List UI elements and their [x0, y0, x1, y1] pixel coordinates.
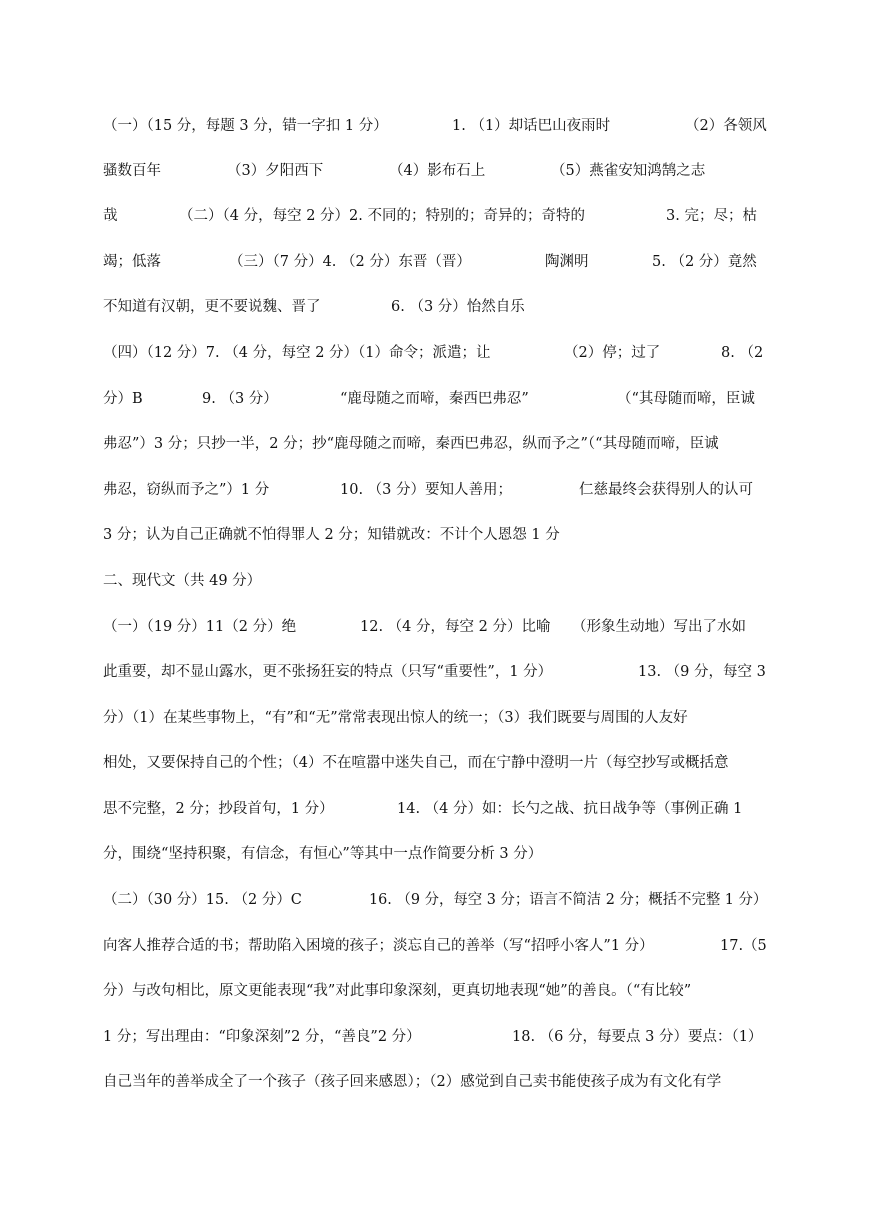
text-segment: 骚数百年 — [103, 163, 161, 179]
text-segment: 10. （3 分）要知人善用； — [340, 482, 513, 498]
text-segment: （2）停；过了 — [564, 345, 661, 361]
text-segment: 1. （1）却话巴山夜雨时 — [452, 118, 611, 134]
text-segment: 陶渊明 — [545, 254, 589, 270]
text-segment: 二、现代文（共 49 分） — [103, 573, 262, 589]
text-line — [103, 981, 767, 1001]
text-line — [103, 1072, 767, 1092]
text-segment: 16. （9 分，每空 3 分；语言不简洁 2 分；概括不完整 1 分） — [369, 892, 768, 908]
text-segment: 5. （2 分）竟然 — [652, 254, 757, 270]
text-line — [103, 343, 767, 363]
text-segment: 分）（1）在某些事物上，“有”和“无”常常表现出惊人的统一；（3）我们既要与周围的人友好 — [103, 710, 688, 726]
text-segment: 分，围绕“坚持积聚，有信念，有恒心”等其中一点作简要分析 3 分） — [103, 846, 543, 862]
text-segment: （形象生动地）写出了水如 — [572, 619, 746, 635]
text-line — [103, 480, 767, 500]
text-segment: 3. 完；尽；枯 — [666, 208, 757, 224]
text-segment: （3）夕阳西下 — [227, 163, 324, 179]
text-line — [103, 161, 767, 181]
text-line — [103, 890, 767, 910]
text-segment: 弗忍”）3 分；只抄一半，2 分；抄“鹿母随之而啼，秦西巴弗忍，纵而予之”（“其母随而啼，臣诚 — [103, 436, 719, 452]
text-line — [103, 844, 767, 864]
text-segment: 思不完整，2 分；抄段首句，1 分） — [103, 801, 334, 817]
text-segment: 17.（5 — [720, 938, 767, 954]
text-line — [103, 936, 767, 956]
text-line — [103, 617, 767, 637]
text-segment: 不知道有汉朝，更不要说魏、晋了 — [103, 299, 321, 315]
text-segment: （“其母随而啼，臣诚 — [617, 391, 755, 407]
text-line — [103, 206, 767, 226]
section-heading — [103, 571, 767, 591]
text-line — [103, 252, 767, 272]
text-segment: （2）各领风 — [685, 118, 767, 134]
text-line — [103, 525, 767, 545]
text-segment: 9. （3 分） — [202, 391, 278, 407]
text-segment: （四）（12 分）7. （4 分，每空 2 分）（1）命令；派遣；让 — [103, 345, 491, 361]
text-line — [103, 297, 767, 317]
text-line — [103, 799, 767, 819]
text-segment: 向客人推荐合适的书；帮助陷入困境的孩子；淡忘自己的善举（写“招呼小客人”1 分） — [103, 938, 654, 954]
text-segment: 14. （4 分）如：长勺之战、抗日战争等（事例正确 1 — [397, 801, 743, 817]
text-segment: 分）与改句相比，原文更能表现“我”对此事印象深刻，更真切地表现“她”的善良。（“有比较” — [103, 983, 692, 999]
text-segment: “鹿母随之而啼，秦西巴弗忍” — [340, 391, 529, 407]
text-segment: 1 分；写出理由：“印象深刻”2 分，“善良”2 分） — [103, 1029, 421, 1045]
text-line — [103, 116, 767, 136]
text-line — [103, 662, 767, 682]
text-segment: 仁慈最终会获得别人的认可 — [579, 482, 753, 498]
text-segment: 18. （6 分，每要点 3 分）要点：（1） — [512, 1029, 763, 1045]
text-line — [103, 1027, 767, 1047]
text-segment: 竭；低落 — [103, 254, 161, 270]
text-segment: 此重要，却不显山露水，更不张扬狂妄的特点（只写“重要性”，1 分） — [103, 664, 553, 680]
text-segment: （三）（7 分）4. （2 分）东晋（晋） — [229, 254, 471, 270]
text-segment: （二）（30 分）15. （2 分）C — [103, 892, 302, 908]
text-segment: 分）B — [103, 391, 143, 407]
text-segment: 弗忍，窃纵而予之”）1 分 — [103, 482, 270, 498]
text-segment: 哉 — [103, 208, 118, 224]
text-segment: 12. （4 分，每空 2 分）比喻 — [360, 619, 551, 635]
text-line — [103, 389, 767, 409]
text-segment: 自己当年的善举成全了一个孩子（孩子回来感恩）；（2）感觉到自己卖书能使孩子成为有文化有学 — [103, 1074, 722, 1090]
text-line — [103, 753, 767, 773]
text-segment: （4）影布石上 — [389, 163, 486, 179]
text-segment: （5）燕雀安知鸿鹄之志 — [551, 163, 706, 179]
text-segment: 13. （9 分，每空 3 — [638, 664, 766, 680]
text-segment: （一）（15 分，每题 3 分，错一字扣 1 分） — [103, 118, 388, 134]
text-segment: （二）（4 分，每空 2 分）2. 不同的；特别的；奇异的；奇特的 — [179, 208, 585, 224]
text-segment: 6. （3 分）怡然自乐 — [391, 299, 525, 315]
text-segment: 8. （2 — [721, 345, 764, 361]
text-segment: 相处，又要保持自己的个性；（4）不在喧嚣中迷失自己，而在宁静中澄明一片（每空抄写或概括意 — [103, 755, 729, 771]
text-segment: 3 分；认为自己正确就不怕得罪人 2 分；知错就改：不计个人恩怨 1 分 — [103, 527, 560, 543]
text-line — [103, 708, 767, 728]
text-segment: （一）（19 分）11（2 分）绝 — [103, 619, 297, 635]
text-line — [103, 434, 767, 454]
